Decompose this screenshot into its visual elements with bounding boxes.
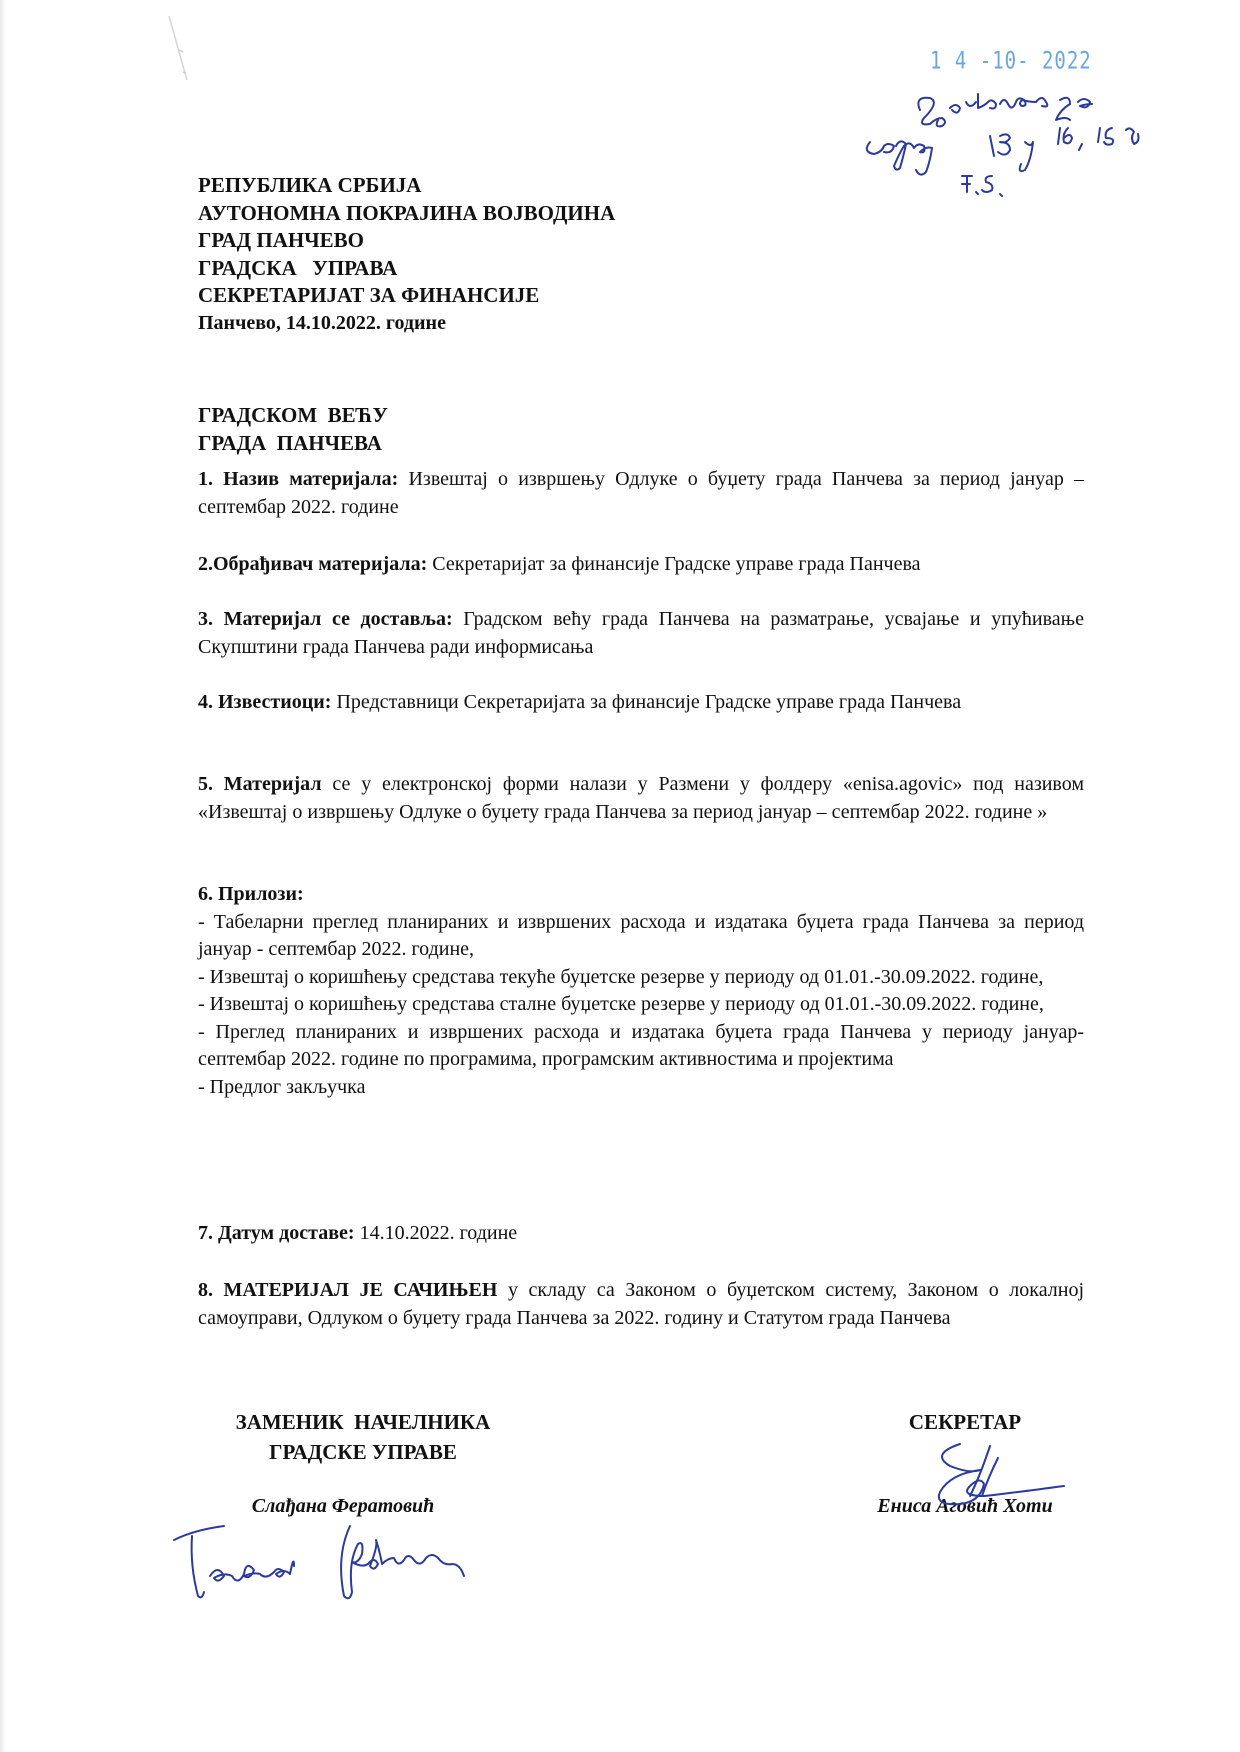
header-line-province: АУТОНОМНА ПОКРАЈИНА ВОЈВОДИНА <box>198 200 616 225</box>
scan-edge-shadow <box>0 0 6 1752</box>
item-label: 6. Прилози: <box>198 883 304 905</box>
header-line-administration: ГРАДСКА УПРАВА <box>198 255 398 280</box>
received-date-stamp: 1 4 -10- 2022 <box>930 47 1092 75</box>
item-label: 8. МАТЕРИЈАЛ ЈЕ САЧИЊЕН <box>198 1279 498 1301</box>
addressee-line-1: ГРАДСКОМ ВЕЋУ <box>198 403 388 427</box>
item-material-name <box>198 466 1084 521</box>
item-text: се у електронској форми налази у Размени у фолдеру «enisa.agovic» под називом «Извештај о извршењу Одлуке о буџету града Панчева за период јануар – септембар 2022. године » <box>198 773 1085 823</box>
item-text: Градском већу града Панчева на разматрање, усвајање и упућивање Скупштини града Панчева ради информисања <box>198 608 1084 658</box>
addressee <box>198 401 1084 457</box>
item-text: Извештај о извршењу Одлуке о буџету града Панчева за период јануар – септембар 2022. године <box>198 468 1085 518</box>
issuer-header <box>198 172 1084 337</box>
item-legal-basis <box>198 1277 1084 1332</box>
item-electronic-location <box>198 771 1084 826</box>
item-label: 7. Датум доставе: <box>198 1222 355 1244</box>
item-label: 4. Известиоци: <box>198 691 332 713</box>
item-label: 2.Обрађивач материјала: <box>198 553 428 575</box>
signatory-title-line-2: ГРАДСКЕ УПРАВЕ <box>269 1440 457 1464</box>
header-line-city: ГРАД ПАНЧЕВО <box>198 228 364 252</box>
signatory-title-line-1: ЗАМЕНИК НАЧЕЛНИКА <box>235 1410 491 1434</box>
item-label: 1. Назив материјала: <box>198 468 399 490</box>
header-line-secretariat: СЕКРЕТАРИЈАТ ЗА ФИНАНСИЈЕ <box>198 283 540 307</box>
item-label: 5. Материјал <box>198 773 322 795</box>
handwritten-signature-left <box>170 1518 550 1608</box>
item-text: Представници Секретаријата за финансије Градске управе града Панчева <box>331 691 962 713</box>
attachment-item: - Извештај о коришћењу средстава сталне буџетске резерве у периоду од 01.01.-30.09.2022. године, <box>198 993 1044 1015</box>
scan-artifact <box>165 10 225 90</box>
signature-block-deputy-head <box>198 1407 528 1518</box>
item-delivery-date <box>198 1220 1084 1248</box>
signature-ink-right <box>920 1440 1090 1510</box>
item-material-delivered-to <box>198 606 1084 661</box>
signature-ink-left <box>170 1518 550 1608</box>
item-rapporteurs <box>198 689 1084 717</box>
signatory-name: Ениса Аговић Хоти <box>877 1495 1053 1517</box>
item-attachments <box>198 881 1084 1101</box>
handwritten-signature-right <box>920 1440 1090 1510</box>
item-text: у складу са Законом о буџетском систему, Законом о локалној самоуправи, Одлуком о буџету града Панчева за 2022. годину и Статутом града Панчева <box>198 1279 1084 1329</box>
attachment-item: - Преглед планираних и извршених расхода и издатака буџета града Панчева у периоду јануар- септембар 2022. године по програмима, програмским активностима и пројектима <box>198 1020 1084 1070</box>
attachment-item: - Табеларни преглед планираних и извршених расхода и издатака буџета града Панчева за период јануар - септембар 2022. године, <box>198 910 1084 960</box>
item-material-author <box>198 551 1084 579</box>
header-line-republic: РЕПУБЛИКА СРБИЈА <box>198 173 422 197</box>
signatory-title: СЕКРЕТАР <box>908 1410 1022 1434</box>
attachment-item: - Извештај о коришћењу средстава текуће буџетске резерве у периоду од 01.01.-30.09.2022. године, <box>198 965 1044 988</box>
item-label: 3. Материјал се доставља: <box>198 608 453 630</box>
signatory-name: Слађана Фератовић <box>251 1495 435 1517</box>
item-text: 14.10.2022. године <box>354 1222 518 1244</box>
item-text: Секретаријат за финансије Градске управе града Панчева <box>427 553 921 575</box>
header-date-line: Панчево, 14.10.2022. године <box>198 311 446 334</box>
attachment-item: - Предлог закључка <box>198 1075 366 1098</box>
addressee-line-2: ГРАДА ПАНЧЕВА <box>198 431 382 455</box>
